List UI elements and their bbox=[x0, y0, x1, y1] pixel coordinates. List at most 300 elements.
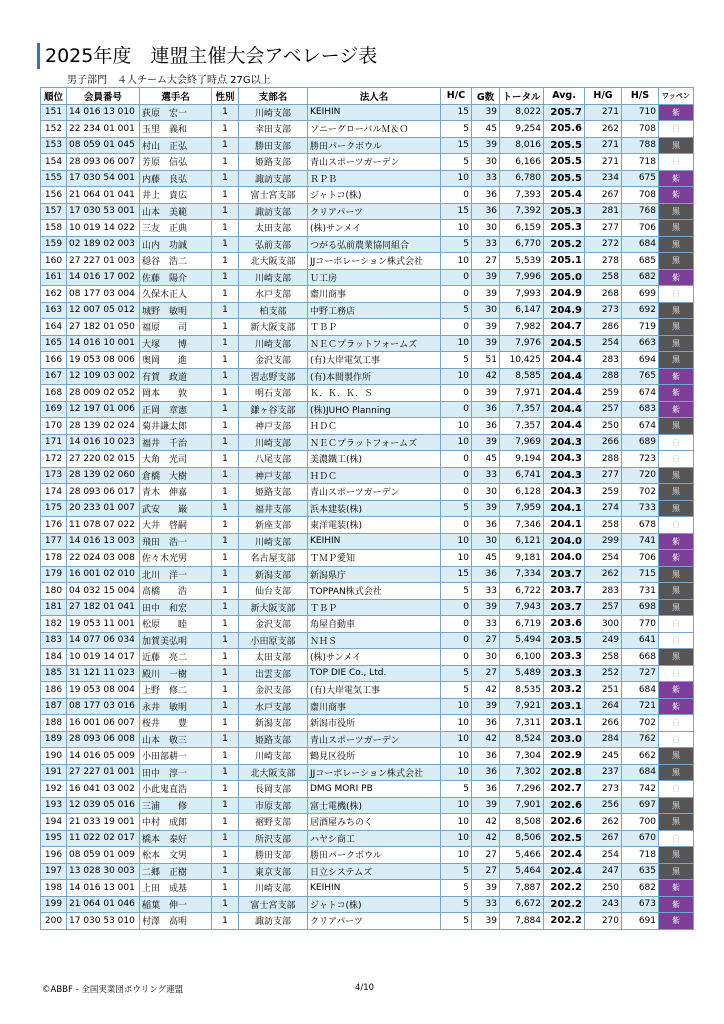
table-row bbox=[41, 500, 694, 517]
cell-average: 204.4 bbox=[544, 352, 585, 369]
cell-gender: 1 bbox=[212, 748, 239, 765]
cell-branch: 東京支部 bbox=[239, 863, 308, 880]
cell-handicap: 5 bbox=[441, 302, 472, 319]
cell-high-game: 251 bbox=[585, 682, 622, 699]
cell-rank: 175 bbox=[41, 500, 67, 517]
cell-total: 8,506 bbox=[500, 830, 544, 847]
table-row bbox=[41, 302, 694, 319]
cell-games: 33 bbox=[472, 170, 500, 187]
cell-branch: 新大阪支部 bbox=[239, 319, 308, 336]
cell-wappen: 黒 bbox=[659, 797, 694, 814]
cell-wappen: 黒 bbox=[659, 302, 694, 319]
cell-player-name: 久保木正人 bbox=[140, 286, 212, 303]
cell-high-game: 272 bbox=[585, 236, 622, 253]
table-row bbox=[41, 269, 694, 286]
cell-branch: 神戸支部 bbox=[239, 467, 308, 484]
cell-rank: 195 bbox=[41, 830, 67, 847]
cell-member-id: 12 197 01 006 bbox=[67, 401, 140, 418]
cell-member-id: 08 177 03 016 bbox=[67, 698, 140, 715]
cell-total: 7,357 bbox=[500, 418, 544, 435]
cell-total: 7,921 bbox=[500, 698, 544, 715]
cell-high-series: 721 bbox=[622, 698, 659, 715]
cell-company: つがる弘前農業協同組合 bbox=[308, 236, 441, 253]
cell-rank: 190 bbox=[41, 748, 67, 765]
cell-total: 7,943 bbox=[500, 599, 544, 616]
cell-total: 6,719 bbox=[500, 616, 544, 633]
cell-average: 202.9 bbox=[544, 748, 585, 765]
cell-branch: 川崎支部 bbox=[239, 880, 308, 897]
cell-member-id: 27 220 02 015 bbox=[67, 451, 140, 468]
cell-branch: 明石支部 bbox=[239, 385, 308, 402]
cell-games: 27 bbox=[472, 253, 500, 270]
cell-total: 6,100 bbox=[500, 649, 544, 666]
cell-branch: 姫路支部 bbox=[239, 484, 308, 501]
cell-branch: 勝田支部 bbox=[239, 847, 308, 864]
cell-rank: 151 bbox=[41, 104, 67, 121]
cell-high-game: 277 bbox=[585, 220, 622, 237]
cell-gender: 1 bbox=[212, 533, 239, 550]
cell-total: 8,535 bbox=[500, 682, 544, 699]
cell-rank: 156 bbox=[41, 187, 67, 204]
cell-member-id: 19 053 08 004 bbox=[67, 682, 140, 699]
cell-gender: 1 bbox=[212, 847, 239, 864]
cell-average: 202.4 bbox=[544, 863, 585, 880]
cell-high-game: 252 bbox=[585, 665, 622, 682]
cell-wappen: 白 bbox=[659, 121, 694, 138]
cell-high-series: 710 bbox=[622, 104, 659, 121]
cell-handicap: 10 bbox=[441, 220, 472, 237]
cell-rank: 154 bbox=[41, 154, 67, 171]
cell-high-game: 299 bbox=[585, 533, 622, 550]
cell-games: 27 bbox=[472, 863, 500, 880]
cell-branch: 諏訪支部 bbox=[239, 170, 308, 187]
cell-games: 36 bbox=[472, 517, 500, 534]
cell-handicap: 0 bbox=[441, 616, 472, 633]
cell-high-game: 254 bbox=[585, 335, 622, 352]
cell-average: 205.5 bbox=[544, 154, 585, 171]
cell-high-game: 283 bbox=[585, 583, 622, 600]
cell-total: 6,147 bbox=[500, 302, 544, 319]
cell-gender: 1 bbox=[212, 368, 239, 385]
cell-total: 7,996 bbox=[500, 269, 544, 286]
cell-total: 7,296 bbox=[500, 781, 544, 798]
cell-games: 39 bbox=[472, 797, 500, 814]
cell-average: 203.3 bbox=[544, 665, 585, 682]
cell-average: 204.1 bbox=[544, 517, 585, 534]
cell-rank: 168 bbox=[41, 385, 67, 402]
cell-high-series: 720 bbox=[622, 467, 659, 484]
cell-wappen: 白 bbox=[659, 616, 694, 633]
table-row bbox=[41, 731, 694, 748]
cell-total: 7,971 bbox=[500, 385, 544, 402]
cell-handicap: 5 bbox=[441, 236, 472, 253]
cell-high-series: 697 bbox=[622, 797, 659, 814]
table-row bbox=[41, 236, 694, 253]
cell-average: 202.6 bbox=[544, 814, 585, 831]
cell-member-id: 27 182 01 041 bbox=[67, 599, 140, 616]
table-row bbox=[41, 253, 694, 270]
cell-games: 36 bbox=[472, 418, 500, 435]
cell-high-game: 250 bbox=[585, 880, 622, 897]
cell-high-series: 684 bbox=[622, 764, 659, 781]
cell-average: 202.2 bbox=[544, 913, 585, 930]
table-row bbox=[41, 847, 694, 864]
cell-games: 33 bbox=[472, 583, 500, 600]
cell-handicap: 5 bbox=[441, 896, 472, 913]
cell-games: 36 bbox=[472, 781, 500, 798]
cell-branch: 長岡支部 bbox=[239, 781, 308, 798]
cell-branch: 弘前支部 bbox=[239, 236, 308, 253]
cell-company: 美濃鐵工(株) bbox=[308, 451, 441, 468]
cell-handicap: 15 bbox=[441, 203, 472, 220]
cell-company: 齋川商事 bbox=[308, 286, 441, 303]
cell-company: (有)大岸電気工事 bbox=[308, 682, 441, 699]
cell-high-series: 674 bbox=[622, 418, 659, 435]
cell-high-game: 273 bbox=[585, 781, 622, 798]
cell-rank: 181 bbox=[41, 599, 67, 616]
cell-branch: 北大阪支部 bbox=[239, 253, 308, 270]
column-header-player-name: 選手名 bbox=[140, 88, 212, 105]
cell-high-game: 300 bbox=[585, 616, 622, 633]
cell-high-game: 264 bbox=[585, 698, 622, 715]
cell-high-game: 271 bbox=[585, 137, 622, 154]
table-row bbox=[41, 467, 694, 484]
cell-player-name: 大角 光司 bbox=[140, 451, 212, 468]
cell-player-name: 二郷 正樹 bbox=[140, 863, 212, 880]
cell-company: 角屋自動車 bbox=[308, 616, 441, 633]
cell-rank: 170 bbox=[41, 418, 67, 435]
table-row bbox=[41, 616, 694, 633]
cell-wappen: 黒 bbox=[659, 847, 694, 864]
cell-member-id: 28 139 02 024 bbox=[67, 418, 140, 435]
cell-high-game: 259 bbox=[585, 385, 622, 402]
cell-rank: 191 bbox=[41, 764, 67, 781]
cell-member-id: 08 059 01 009 bbox=[67, 847, 140, 864]
cell-high-series: 727 bbox=[622, 665, 659, 682]
cell-company: ＨＤＣ bbox=[308, 467, 441, 484]
cell-handicap: 0 bbox=[441, 484, 472, 501]
cell-wappen: 紫 bbox=[659, 401, 694, 418]
cell-gender: 1 bbox=[212, 830, 239, 847]
cell-wappen: 白 bbox=[659, 731, 694, 748]
cell-company: ＴＭＰ愛知 bbox=[308, 550, 441, 567]
cell-games: 36 bbox=[472, 203, 500, 220]
cell-gender: 1 bbox=[212, 599, 239, 616]
cell-branch: 太田支部 bbox=[239, 220, 308, 237]
cell-high-game: 266 bbox=[585, 434, 622, 451]
cell-average: 202.5 bbox=[544, 830, 585, 847]
cell-handicap: 5 bbox=[441, 154, 472, 171]
cell-player-name: 福原 司 bbox=[140, 319, 212, 336]
cell-branch: 市原支部 bbox=[239, 797, 308, 814]
cell-player-name: 青木 伸嘉 bbox=[140, 484, 212, 501]
cell-high-series: 762 bbox=[622, 731, 659, 748]
cell-rank: 161 bbox=[41, 269, 67, 286]
cell-branch: 川崎支部 bbox=[239, 748, 308, 765]
cell-gender: 1 bbox=[212, 220, 239, 237]
cell-average: 204.3 bbox=[544, 467, 585, 484]
cell-company: 新潟県庁 bbox=[308, 566, 441, 583]
cell-rank: 177 bbox=[41, 533, 67, 550]
cell-branch: 金沢支部 bbox=[239, 682, 308, 699]
table-row bbox=[41, 352, 694, 369]
cell-member-id: 19 053 08 006 bbox=[67, 352, 140, 369]
cell-gender: 1 bbox=[212, 814, 239, 831]
cell-average: 205.5 bbox=[544, 170, 585, 187]
cell-company: TOP DIE Co., Ltd. bbox=[308, 665, 441, 682]
cell-high-series: 742 bbox=[622, 781, 659, 798]
table-row bbox=[41, 896, 694, 913]
cell-rank: 188 bbox=[41, 715, 67, 732]
cell-player-name: 加賀美弘明 bbox=[140, 632, 212, 649]
cell-gender: 1 bbox=[212, 781, 239, 798]
cell-games: 39 bbox=[472, 913, 500, 930]
cell-handicap: 10 bbox=[441, 715, 472, 732]
cell-total: 7,311 bbox=[500, 715, 544, 732]
cell-player-name: 穏谷 浩二 bbox=[140, 253, 212, 270]
table-row bbox=[41, 203, 694, 220]
cell-average: 205.2 bbox=[544, 236, 585, 253]
cell-high-game: 274 bbox=[585, 500, 622, 517]
cell-total: 6,121 bbox=[500, 533, 544, 550]
cell-company: DMG MORI PB bbox=[308, 781, 441, 798]
cell-average: 202.6 bbox=[544, 797, 585, 814]
cell-high-game: 256 bbox=[585, 797, 622, 814]
cell-branch: 川崎支部 bbox=[239, 434, 308, 451]
cell-rank: 169 bbox=[41, 401, 67, 418]
cell-handicap: 15 bbox=[441, 566, 472, 583]
cell-company: 青山スポーツガーデン bbox=[308, 731, 441, 748]
cell-games: 33 bbox=[472, 236, 500, 253]
cell-average: 203.6 bbox=[544, 616, 585, 633]
cell-company: 居酒屋みちのく bbox=[308, 814, 441, 831]
cell-high-game: 258 bbox=[585, 517, 622, 534]
cell-company: 勝田パークボウル bbox=[308, 847, 441, 864]
cell-branch: 柏支部 bbox=[239, 302, 308, 319]
cell-average: 202.8 bbox=[544, 764, 585, 781]
page-title: 2025年度 連盟主催大会アベレージ表 bbox=[45, 45, 378, 67]
column-header-high-game: H/G bbox=[585, 88, 622, 105]
cell-company: (有)大岸電気工事 bbox=[308, 352, 441, 369]
cell-player-name: 大塚 博 bbox=[140, 335, 212, 352]
cell-games: 39 bbox=[472, 335, 500, 352]
table-row bbox=[41, 797, 694, 814]
table-row bbox=[41, 451, 694, 468]
cell-rank: 173 bbox=[41, 467, 67, 484]
cell-games: 30 bbox=[472, 649, 500, 666]
cell-member-id: 17 030 54 001 bbox=[67, 170, 140, 187]
cell-games: 42 bbox=[472, 368, 500, 385]
cell-rank: 198 bbox=[41, 880, 67, 897]
cell-gender: 1 bbox=[212, 583, 239, 600]
cell-company: KEIHIN bbox=[308, 104, 441, 121]
cell-average: 204.3 bbox=[544, 434, 585, 451]
cell-player-name: 山本 美範 bbox=[140, 203, 212, 220]
cell-handicap: 0 bbox=[441, 632, 472, 649]
cell-gender: 1 bbox=[212, 253, 239, 270]
cell-rank: 199 bbox=[41, 896, 67, 913]
cell-handicap: 0 bbox=[441, 451, 472, 468]
cell-games: 36 bbox=[472, 748, 500, 765]
table-row bbox=[41, 517, 694, 534]
cell-wappen: 紫 bbox=[659, 698, 694, 715]
cell-wappen: 白 bbox=[659, 451, 694, 468]
cell-games: 39 bbox=[472, 599, 500, 616]
cell-total: 6,159 bbox=[500, 220, 544, 237]
cell-average: 203.3 bbox=[544, 649, 585, 666]
cell-player-name: 有賀 政道 bbox=[140, 368, 212, 385]
cell-rank: 186 bbox=[41, 682, 67, 699]
cell-gender: 1 bbox=[212, 236, 239, 253]
cell-total: 8,022 bbox=[500, 104, 544, 121]
column-header-total: トータル bbox=[500, 88, 544, 105]
cell-company: クリアパーツ bbox=[308, 913, 441, 930]
cell-handicap: 10 bbox=[441, 830, 472, 847]
cell-average: 205.6 bbox=[544, 121, 585, 138]
table-row bbox=[41, 385, 694, 402]
cell-gender: 1 bbox=[212, 731, 239, 748]
cell-branch: 新座支部 bbox=[239, 517, 308, 534]
cell-average: 202.2 bbox=[544, 896, 585, 913]
cell-branch: 八尾支部 bbox=[239, 451, 308, 468]
cell-branch: 所沢支部 bbox=[239, 830, 308, 847]
cell-average: 203.0 bbox=[544, 731, 585, 748]
cell-gender: 1 bbox=[212, 616, 239, 633]
table-row bbox=[41, 665, 694, 682]
cell-high-game: 257 bbox=[585, 599, 622, 616]
table-row bbox=[41, 748, 694, 765]
cell-wappen: 白 bbox=[659, 830, 694, 847]
cell-rank: 194 bbox=[41, 814, 67, 831]
cell-player-name: 玉里 義和 bbox=[140, 121, 212, 138]
cell-total: 6,780 bbox=[500, 170, 544, 187]
cell-rank: 187 bbox=[41, 698, 67, 715]
cell-handicap: 5 bbox=[441, 500, 472, 517]
cell-member-id: 28 093 06 008 bbox=[67, 731, 140, 748]
cell-player-name: 三浦 修 bbox=[140, 797, 212, 814]
cell-gender: 1 bbox=[212, 665, 239, 682]
cell-average: 203.7 bbox=[544, 599, 585, 616]
table-row bbox=[41, 121, 694, 138]
cell-total: 5,494 bbox=[500, 632, 544, 649]
cell-handicap: 5 bbox=[441, 682, 472, 699]
cell-member-id: 04 032 15 004 bbox=[67, 583, 140, 600]
cell-player-name: 井上 貴広 bbox=[140, 187, 212, 204]
cell-company: 青山スポーツガーデン bbox=[308, 484, 441, 501]
cell-member-id: 14 016 17 002 bbox=[67, 269, 140, 286]
cell-member-id: 16 041 03 002 bbox=[67, 781, 140, 798]
cell-branch: 川崎支部 bbox=[239, 269, 308, 286]
cell-gender: 1 bbox=[212, 896, 239, 913]
cell-rank: 184 bbox=[41, 649, 67, 666]
cell-high-game: 245 bbox=[585, 748, 622, 765]
table-row bbox=[41, 170, 694, 187]
cell-games: 42 bbox=[472, 814, 500, 831]
footer-copyright: ©ABBF - 全国実業団ボウリング連盟 bbox=[42, 985, 184, 995]
table-row bbox=[41, 187, 694, 204]
table-row bbox=[41, 335, 694, 352]
cell-high-game: 267 bbox=[585, 187, 622, 204]
table-row bbox=[41, 814, 694, 831]
cell-games: 27 bbox=[472, 665, 500, 682]
table-row bbox=[41, 137, 694, 154]
cell-handicap: 5 bbox=[441, 880, 472, 897]
cell-average: 204.0 bbox=[544, 550, 585, 567]
table-row bbox=[41, 286, 694, 303]
cell-rank: 193 bbox=[41, 797, 67, 814]
cell-player-name: 橋本 泰好 bbox=[140, 830, 212, 847]
cell-gender: 1 bbox=[212, 137, 239, 154]
table-body bbox=[41, 104, 694, 929]
cell-wappen: 紫 bbox=[659, 896, 694, 913]
cell-wappen: 紫 bbox=[659, 269, 694, 286]
cell-branch: 川崎支部 bbox=[239, 533, 308, 550]
cell-average: 205.3 bbox=[544, 220, 585, 237]
cell-average: 202.2 bbox=[544, 880, 585, 897]
cell-branch: 金沢支部 bbox=[239, 616, 308, 633]
cell-average: 202.4 bbox=[544, 847, 585, 864]
cell-high-series: 788 bbox=[622, 137, 659, 154]
cell-gender: 1 bbox=[212, 335, 239, 352]
cell-wappen: 黒 bbox=[659, 583, 694, 600]
cell-wappen: 黒 bbox=[659, 566, 694, 583]
cell-player-name: 内藤 良弘 bbox=[140, 170, 212, 187]
cell-member-id: 10 019 14 022 bbox=[67, 220, 140, 237]
cell-total: 6,672 bbox=[500, 896, 544, 913]
cell-games: 30 bbox=[472, 154, 500, 171]
cell-games: 39 bbox=[472, 286, 500, 303]
title-block bbox=[37, 43, 377, 69]
cell-high-series: 741 bbox=[622, 533, 659, 550]
cell-handicap: 0 bbox=[441, 401, 472, 418]
cell-gender: 1 bbox=[212, 121, 239, 138]
cell-handicap: 10 bbox=[441, 797, 472, 814]
cell-handicap: 10 bbox=[441, 731, 472, 748]
cell-high-series: 694 bbox=[622, 352, 659, 369]
cell-handicap: 10 bbox=[441, 847, 472, 864]
cell-company: ＲＰＢ bbox=[308, 170, 441, 187]
table-row bbox=[41, 649, 694, 666]
cell-player-name: 奥岡 進 bbox=[140, 352, 212, 369]
cell-rank: 171 bbox=[41, 434, 67, 451]
table-row bbox=[41, 484, 694, 501]
cell-player-name: 近藤 亮二 bbox=[140, 649, 212, 666]
cell-member-id: 21 033 19 001 bbox=[67, 814, 140, 831]
cell-wappen: 黒 bbox=[659, 352, 694, 369]
cell-average: 205.0 bbox=[544, 269, 585, 286]
cell-high-game: 283 bbox=[585, 352, 622, 369]
cell-member-id: 12 109 03 002 bbox=[67, 368, 140, 385]
cell-rank: 176 bbox=[41, 517, 67, 534]
table-row bbox=[41, 715, 694, 732]
cell-company: ハヤシ商工 bbox=[308, 830, 441, 847]
cell-high-game: 257 bbox=[585, 401, 622, 418]
cell-average: 204.3 bbox=[544, 451, 585, 468]
cell-company: ジャトコ(株) bbox=[308, 187, 441, 204]
column-header-games: G数 bbox=[472, 88, 500, 105]
cell-player-name: 三友 正典 bbox=[140, 220, 212, 237]
cell-rank: 164 bbox=[41, 319, 67, 336]
cell-total: 7,393 bbox=[500, 187, 544, 204]
cell-total: 5,489 bbox=[500, 665, 544, 682]
cell-wappen: 黒 bbox=[659, 467, 694, 484]
cell-high-game: 247 bbox=[585, 863, 622, 880]
cell-wappen: 紫 bbox=[659, 913, 694, 930]
cell-average: 204.0 bbox=[544, 533, 585, 550]
cell-average: 205.3 bbox=[544, 203, 585, 220]
cell-games: 30 bbox=[472, 533, 500, 550]
cell-high-series: 770 bbox=[622, 616, 659, 633]
